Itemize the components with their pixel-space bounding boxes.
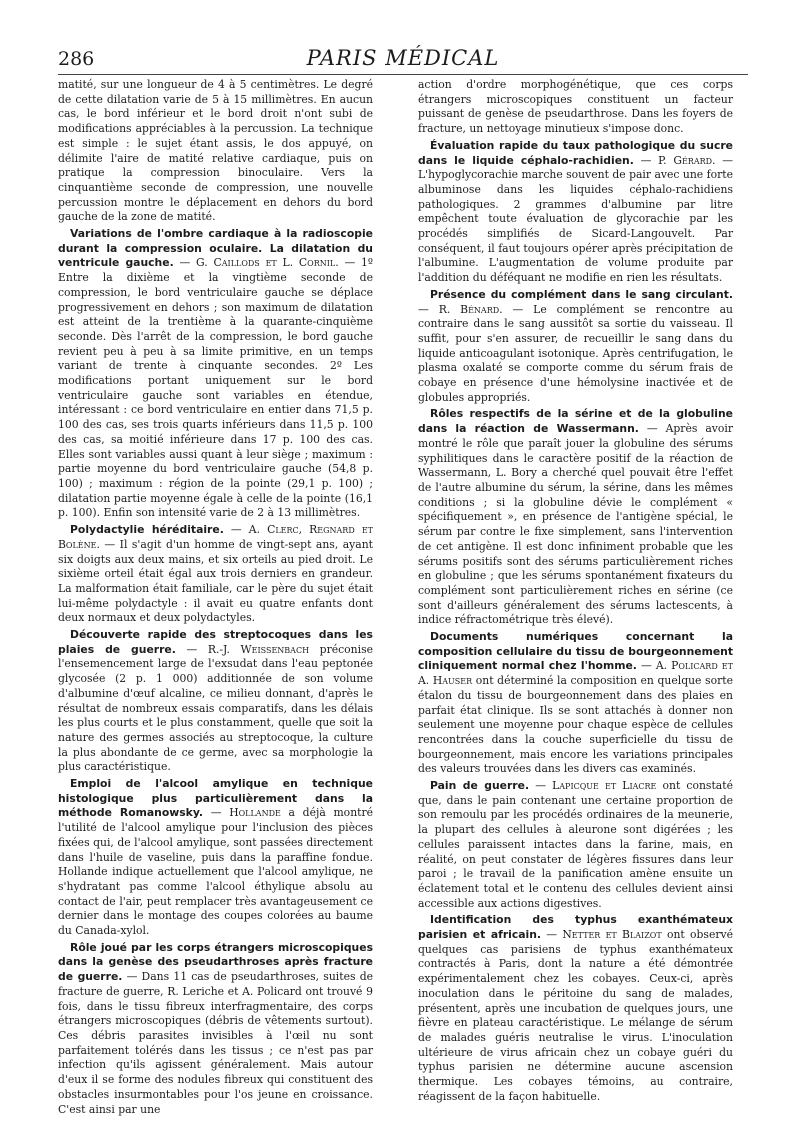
article-authors: — R. Bénard. <box>418 302 503 316</box>
article-text: — Il s'agit d'un homme de vingt-sept ans, ayant six doigts aux deux mains, et six orteils au pied droit. Le sixième orteil était égal aux trois derniers en grandeur. La malformation était familiale, car le père du sujet était lui-même polydactyle : il avait eu quatre enfants dont deux normaux et deux polydactyles. <box>58 537 373 625</box>
article-text: ont constaté que, dans le pain contenant une certaine proportion de son remoulu par les procédés ordinaires de la meunerie, la plupart des cellules à aleurone sont digérées ; les cellules paraissent intactes dans la farine, mais, en réalité, on peut constater de légères fissures dans leur paroi ; le travail de la panification amène ensuite un éclatement total et le contenu des cellules devient ainsi accessible aux actions digestives. <box>418 779 733 910</box>
article-authors: — Hollande <box>210 806 281 820</box>
article-text: ont observé quelques cas parisiens de typhus exanthémateux contractés à Paris, dont la nature a été démontrée expérimentalement chez les cobayes. Ceux-ci, après inoculation dans le péritoine du sang de malades, présentent, après une incubation de quelques jours, une fièvre en plateau caractéristique. Le mélange de sérum de malades guéris neutralise le virus. L'inoculation ultérieure de virus africain chez un cobaye guéri du typhus parisien ne détermine aucune ascension thermique. Les cobayes témoins, au contraire, réagissent de la façon habituelle. <box>418 928 733 1103</box>
article-paragraph <box>418 779 733 911</box>
article-paragraph <box>58 78 373 225</box>
article-authors: — A. Clerc, Regnard et Bolène. <box>58 523 374 551</box>
article-heading: Rôle joué par les corps étrangers microscopiques dans la genèse des pseudarthroses après fracture de guerre. <box>58 940 373 984</box>
article-heading: Découverte rapide des streptocoques dans les plaies de guerre. <box>58 628 373 656</box>
article-text: — Après avoir montré le rôle que paraît jouer la globuline des sérums syphilitiques dans le caractère positif de la réaction de Wassermann, L. Bory a cherché quel pouvait être l'effet de l'autre albumine du sérum, la sérine, dans les mêmes conditions ; si la globuline dévie le complément « spécifiquement », en présence de l'antigène spécial, le sérum par contre le fixe simplement, sans l'intervention de cet antigène. Il est donc infiniment probable que les sérums positifs sont des sérums particulièrement riches en globuline ; que les sérums spontanément fixateurs du complément sont particulièrement riches en sérine (ce sont d'ailleurs généralement des sérums lactescents, à indice réfractométrique très élevé). <box>418 422 733 627</box>
article-authors: — A. Policard et A. Hauser <box>418 659 733 688</box>
article-authors: — Netter et Blaizot <box>546 928 662 942</box>
article-paragraph <box>58 227 373 521</box>
header-rule <box>58 74 748 75</box>
article-authors: — R.-J. Weissenbach <box>186 642 310 656</box>
article-paragraph <box>58 777 373 939</box>
article-paragraph <box>418 407 733 628</box>
article-paragraph <box>418 288 733 406</box>
article-paragraph <box>418 913 733 1104</box>
article-authors: — Lapicque et Liacre <box>535 779 657 793</box>
article-paragraph <box>418 78 733 137</box>
article-heading: Documents numériques concernant la composition cellulaire du tissu de bourgeonnement cliniquement normal chez l'homme. <box>418 630 733 673</box>
article-heading: Emploi de l'alcool amylique en technique histologique plus particulièrement dans la méthode Romanowsky. <box>58 777 373 820</box>
left-column <box>58 78 373 1119</box>
article-paragraph <box>58 628 373 775</box>
article-text: action d'ordre morphogénétique, que ces corps étrangers microscopiques constituent un facteur puissant de genèse de pseudarthrose. Dans les foyers de fracture, un nettoyage minutieux s'impose donc. <box>418 78 733 136</box>
article-heading: Identification des typhus exanthémateux parisien et africain. <box>418 913 733 942</box>
article-heading: Pain de guerre. <box>430 779 530 793</box>
article-paragraph <box>418 630 733 777</box>
journal-title: PARIS MÉDICAL <box>306 46 500 70</box>
article-authors: — G. Caillods et L. Cornil. <box>179 256 339 270</box>
article-heading: Polydactylie héréditaire. <box>70 523 224 537</box>
right-column <box>418 78 733 1107</box>
article-heading: Évaluation rapide du taux pathologique du sucre dans le liquide céphalo-rachidien. <box>418 138 733 167</box>
page-header <box>58 44 748 74</box>
article-paragraph <box>58 523 373 626</box>
page-number: 286 <box>58 48 95 70</box>
article-text: a déjà montré l'utilité de l'alcool amylique pour l'inclusion des pièces fixées qui, de l'alcool amylique, sont passées directement dans l'huile de vaseline, puis dans la paraffine fondue. Hollande indique actuellement que l'alcool amylique, ne s'hydratant pas comme l'alcool éthylique absolu au contact de l'air, peut remplacer très avantageusement ce dernier dans le montage des coupes colorées au baume du Canada-xylol. <box>58 806 374 938</box>
article-paragraph <box>418 139 733 286</box>
article-heading: Variations de l'ombre cardiaque à la radioscopie durant la compression oculaire. La dilatation du ventricule gauche. <box>58 227 373 270</box>
article-heading: Rôles respectifs de la sérine et de la globuline dans la réaction de Wassermann. <box>418 407 733 436</box>
article-text: — Dans 11 cas de pseudarthroses, suites de fracture de guerre, R. Leriche et A. Policard ont trouvé 9 fois, dans le tissu fibreux interfragmentaire, des corps étrangers microscopiques (débris de vêtements surtout). Ces débris parasites invisibles à l'œil nu sont parfaitement tolérés dans les tissus ; ce n'est pas par infection qu'ils agissent généralement. Mais autour d'eux il se forme des nodules fibreux qui constituent des obstacles insurmontables pour l'os jeune en croissance. C'est ainsi par une <box>58 970 373 1116</box>
article-text: — L'hypoglycorachie marche souvent de pair avec une forte albuminose dans les liquides céphalo-rachidiens pathologiques. 2 grammes d'albumine par litre empêchent toute évaluation de glycorachie par les procédés simplifiés de Sicard-Langouvelt. Par conséquent, il faut toujours opérer après précipitation de l'albumine. L'augmentation de volume produite par l'addition du déféquant ne modifie en rien les résultats. <box>418 153 734 285</box>
article-text: — Le complément se rencontre au contraire dans le sang aussitôt sa sortie du vaisseau. Il suffit, pour s'en assurer, de recueillir le sang dans du liquide anticoagulant isotonique. Après centrifugation, le plasma oxalaté se comporte comme du sérum frais de cobaye en présence d'une hémolysine inactivée et de globules appropriés. <box>418 302 733 404</box>
article-authors: — P. Gérard. <box>640 153 716 167</box>
article-text: ont déterminé la composition en quelque sorte étalon du tissu de bourgeonnement dans des plaies en parfait état clinique. Ils se sont attachés à donner non seulement une moyenne pour chaque espèce de cellules rencontrées dans la couche superficielle du tissu de bourgeonnement, mais encore les variations principales des valeurs trouvées dans les divers cas examinés. <box>418 674 733 776</box>
article-text: matité, sur une longueur de 4 à 5 centimètres. Le degré de cette dilatation varie de 5 à 15 millimètres. En aucun cas, le bord inférieur et le bord droit n'ont subi de modifications appréciables à la percussion. La technique est simple : le sujet étant assis, le dos appuyé, on délimite l'aire de matité relative cardiaque, puis on pratique la compression binoculaire. Vers la cinquantième seconde de compression, une nouvelle percussion montre le déplacement en dehors du bord gauche de la zone de matité. <box>58 78 373 224</box>
article-text: préconise l'ensemencement large de l'exsudat dans l'eau peptonée glycosée (2 p. 1 000) additionnée de son volume d'albumine d'œuf alcaline, ce milieu donnant, d'après le résultat de nombreux essais comparatifs, dans les délais les plus courts et le plus constamment, quelle que soit la nature des germes associés au streptocoque, la culture la plus abondante de ce germe, avec sa morphologie la plus caractéristique. <box>58 642 374 774</box>
article-text: — 1º Entre la dixième et la vingtième seconde de compression, le bord ventriculaire gauche se déplace progressivement en dehors ; son maximum de dilatation est atteint de la trentième à la quarante-cinquième seconde. Dès l'arrêt de la compression, le bord gauche revient peu à peu à sa limite primitive, en un temps variant de trente à cinquante secondes. 2º Les modifications portant uniquement sur le bord ventriculaire gauche sont variables en étendue, intéressant : ce bord ventriculaire en entier dans 71,5 p. 100 des cas, ses trois quarts inférieurs dans 11,5 p. 100 des cas, sa moitié inférieure dans 17 p. 100 des cas. Elles sont variables aussi quant à leur siège ; maximum : partie moyenne du bord ventriculaire gauche (54,8 p. 100) ; maximum : région de la pointe (29,1 p. 100) ; dilatation partie moyenne égale à celle de la pointe (16,1 p. 100). Enfin son intensité varie de 2 à 13 millimètres. <box>58 256 373 520</box>
article-paragraph <box>58 941 373 1117</box>
article-heading: Présence du complément dans le sang circulant. <box>430 287 733 301</box>
